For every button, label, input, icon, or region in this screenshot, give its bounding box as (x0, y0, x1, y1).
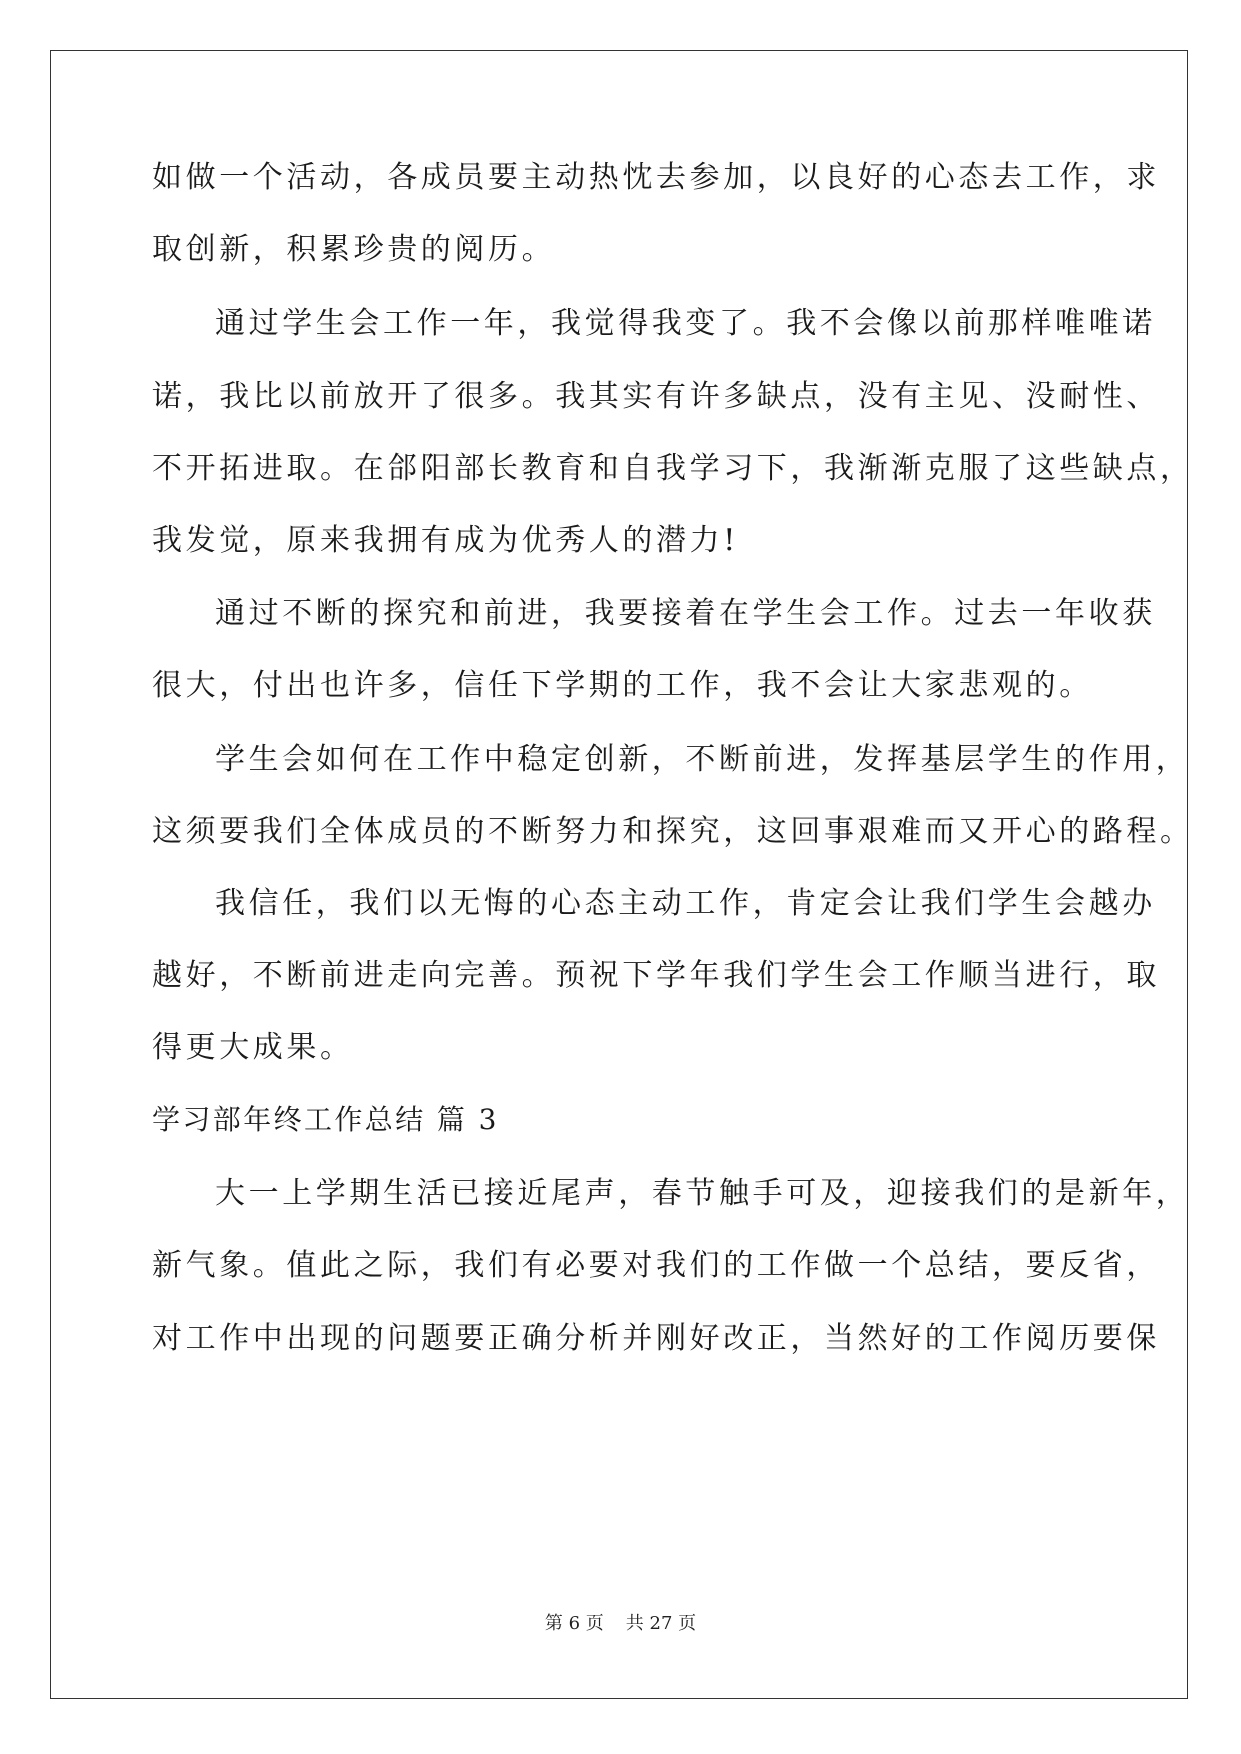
text-line: 不开拓进取。在郃阳部长教育和自我学习下，我渐渐克服了这些缺点， (152, 451, 1194, 486)
section-heading: 学习部年终工作总结 篇 3 (152, 1103, 499, 1136)
text-line: 我发觉，原来我拥有成为优秀人的潜力! (152, 523, 739, 558)
total-pages: 共 27 页 (625, 1613, 697, 1634)
text-line: 新气象。值此之际，我们有必要对我们的工作做一个总结，要反省， (152, 1248, 1160, 1283)
paragraph-start-line: 通过学生会工作一年，我觉得我变了。我不会像以前那样唯唯诺 (215, 306, 1156, 341)
text-line: 对工作中出现的问题要正确分析并刚好改正，当然好的工作阅历要保 (152, 1321, 1160, 1356)
page-border (50, 50, 1188, 1699)
text-line: 取创新，积累珍贵的阅历。 (152, 232, 556, 267)
text-line: 这须要我们全体成员的不断努力和探究，这回事艰难而又开心的路程。 (152, 814, 1194, 849)
text-line: 越好，不断前进走向完善。预祝下学年我们学生会工作顺当进行，取 (152, 958, 1160, 993)
page-number: 第 6 页 (544, 1613, 604, 1634)
paragraph-start-line: 大一上学期生活已接近尾声，春节触手可及，迎接我们的是新年， (215, 1176, 1190, 1211)
text-line: 很大，付出也许多，信任下学期的工作，我不会让大家悲观的。 (152, 668, 1093, 703)
paragraph-start-line: 通过不断的探究和前进，我要接着在学生会工作。过去一年收获 (215, 596, 1156, 631)
text-line: 得更大成果。 (152, 1030, 354, 1065)
page-footer (0, 1613, 1241, 1635)
text-line: 诺，我比以前放开了很多。我其实有许多缺点，没有主见、没耐性、 (152, 379, 1160, 414)
text-line: 如做一个活动，各成员要主动热忱去参加，以良好的心态去工作，求 (152, 160, 1160, 195)
paragraph-start-line: 我信任，我们以无悔的心态主动工作，肯定会让我们学生会越办 (215, 886, 1156, 921)
paragraph-start-line: 学生会如何在工作中稳定创新，不断前进，发挥基层学生的作用， (215, 742, 1190, 777)
